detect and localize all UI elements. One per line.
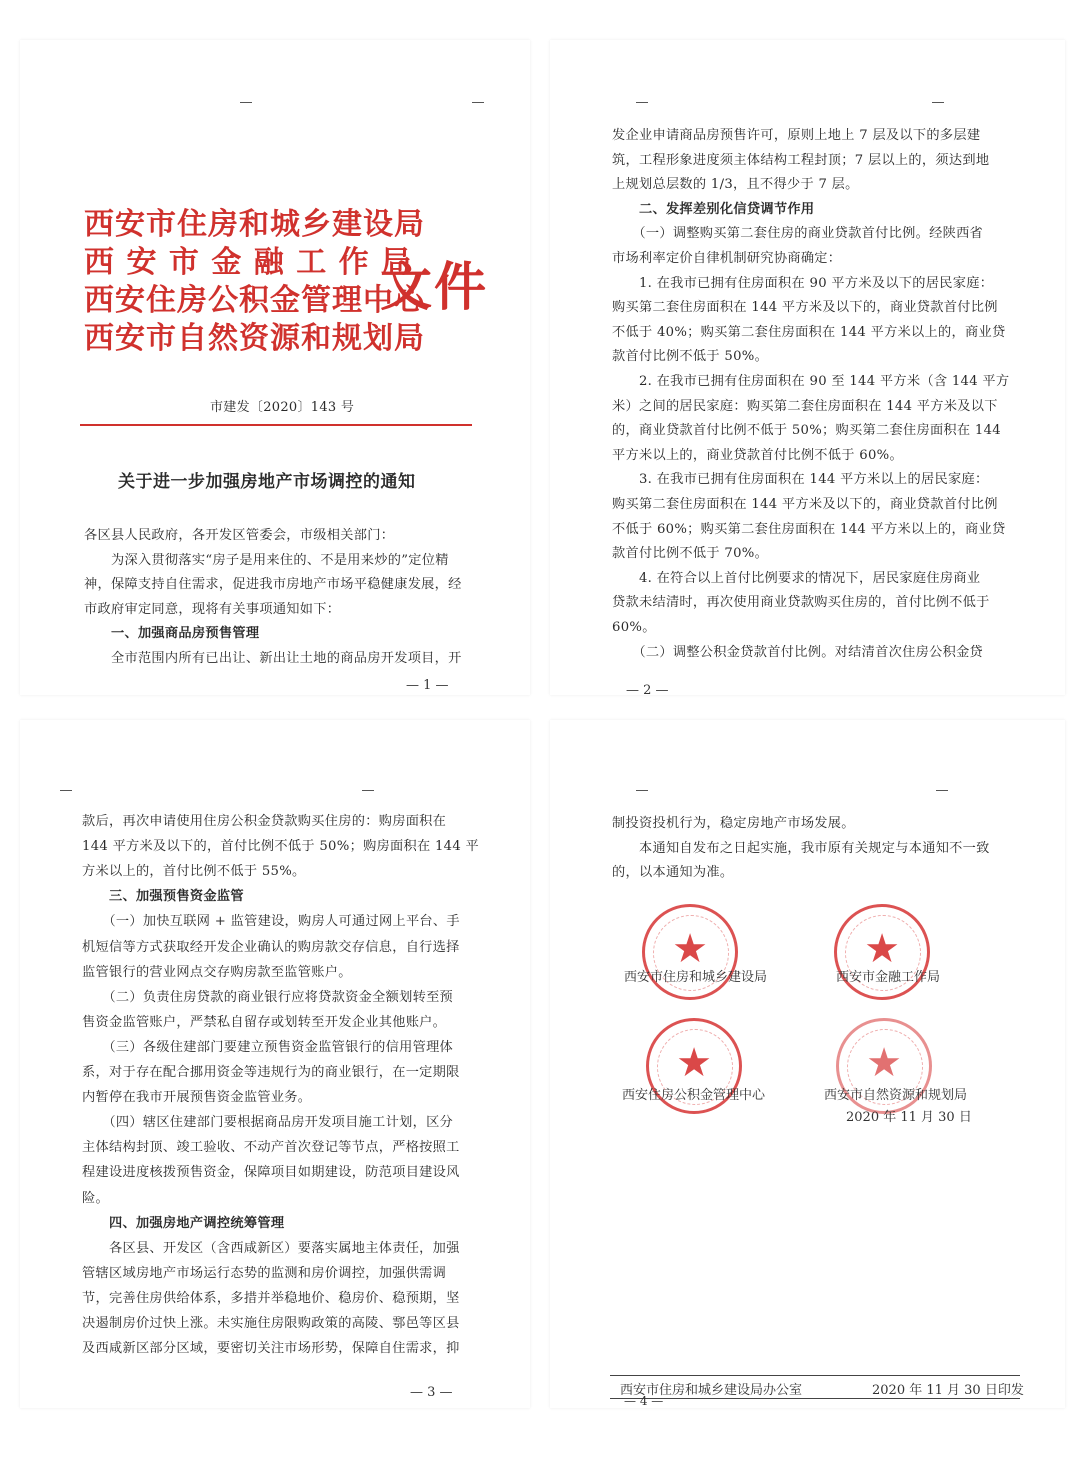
text-line: 一、加强商品房预售管理	[84, 626, 260, 642]
text-line: （一）调整购买第二套住房的商业贷款首付比例。经陕西省	[612, 226, 984, 242]
text-line: 机短信等方式获取经开发企业确认的购房款交存信息，自行选择	[82, 939, 460, 955]
text-line: （四）辖区住建部门要根据商品房开发项目施工计划，区分	[82, 1115, 454, 1131]
text-line: 全市范围内所有已出让、新出让土地的商品房开发项目，开	[84, 651, 462, 666]
page-4	[550, 720, 1065, 1408]
text-line: 方米以上的，首付比例不低于 55%。	[82, 864, 306, 880]
seal-label: 西安市金融工作局	[836, 970, 941, 985]
text-line: 程建设进度核拨预售资金，保障项目如期建设，防范项目建设风	[82, 1165, 460, 1181]
page-tick	[936, 790, 948, 791]
issue-date: 2020 年 11 月 30 日	[846, 1110, 972, 1125]
text-line: 上规划总层数的 1/3，且不得少于 7 层。	[612, 177, 859, 193]
text-line: 的，以本通知为准。	[612, 865, 734, 881]
text-line: 发企业申请商品房预售许可，原则上地上 7 层及以下的多层建	[612, 128, 981, 143]
text-line: 平方米以上的，商业贷款首付比例不低于 60%。	[612, 447, 903, 463]
seal-label: 西安市住房和城乡建设局	[624, 970, 768, 985]
text-line: 144 平方米及以下的，首付比例不低于 50%；购房面积在 144 平	[82, 839, 480, 855]
footer-rule	[610, 1375, 1020, 1376]
official-seal	[834, 904, 930, 1000]
text-line: 节，完善住房供给体系，多措并举稳地价、稳房价、稳预期，坚	[82, 1290, 460, 1306]
star-icon: ★	[864, 926, 900, 972]
text-line: 3. 在我市已拥有住房面积在 144 平方米以上的居民家庭：	[612, 472, 989, 488]
page-number: — 3 —	[410, 1385, 453, 1400]
official-seal	[642, 904, 738, 1000]
text-line: 4. 在符合以上首付比例要求的情况下，居民家庭住房商业	[612, 570, 981, 586]
text-line: （一）加快互联网 + 监管建设，购房人可通过网上平台、手	[82, 914, 460, 930]
text-line: 管辖区域房地产市场运行态势的监测和房价调控，加强供需调	[82, 1265, 447, 1281]
page-2	[550, 40, 1065, 698]
page-tick	[362, 790, 374, 791]
page-1	[20, 40, 530, 695]
page-number: — 2 —	[626, 683, 669, 698]
seal-label: 西安市自然资源和规划局	[824, 1088, 968, 1103]
star-icon: ★	[672, 926, 708, 972]
text-line: 决遏制房价过快上涨。未实施住房限购政策的高陵、鄠邑等区县	[82, 1316, 460, 1331]
issuer-name: 西安市住房和城乡建设局	[84, 207, 425, 242]
star-icon: ★	[866, 1040, 902, 1086]
document-number: 市建发〔2020〕143 号	[210, 400, 355, 415]
text-line: 款首付比例不低于 70%。	[612, 546, 769, 562]
text-line: 购买第二套住房面积在 144 平方米及以下的，商业贷款首付比例	[612, 300, 998, 316]
text-line: 市场利率定价自律机制研究协商确定：	[612, 251, 842, 266]
text-line: 售资金监管账户，严禁私自留存或划转至开发企业其他账户。	[82, 1014, 447, 1030]
text-line: 不低于 40%；购买第二套住房面积在 144 平方米以上的，商业贷	[612, 324, 1006, 340]
page-3	[20, 720, 530, 1408]
text-line: （三）各级住建部门要建立预售资金监管银行的信用管理体	[82, 1039, 454, 1055]
text-line: 险。	[82, 1190, 109, 1206]
red-divider	[80, 424, 472, 426]
text-line: 三、加强预售资金监管	[82, 889, 244, 905]
text-line: 为深入贯彻落实“房子是用来住的、不是用来炒的”定位精	[84, 552, 449, 568]
page-tick	[60, 790, 72, 791]
text-line: 四、加强房地产调控统筹管理	[82, 1215, 285, 1231]
text-line: 监管银行的营业网点交存购房款至监管账户。	[82, 964, 352, 980]
issuer-name: 西 安 市 金 融 工 作 局	[84, 245, 413, 280]
page-tick	[636, 790, 648, 791]
text-line: 米）之间的居民家庭：购买第二套住房面积在 144 平方米及以下	[612, 398, 998, 414]
star-icon: ★	[676, 1040, 712, 1086]
text-line: 款首付比例不低于 50%。	[612, 349, 769, 365]
text-line: 神，保障支持自住需求，促进我市房地产市场平稳健康发展，经	[84, 577, 462, 593]
text-line: 2. 在我市已拥有住房面积在 90 至 144 平方米（含 144 平方	[612, 374, 1010, 389]
text-line: 市政府审定同意，现将有关事项通知如下：	[84, 601, 341, 617]
text-line: 筑，工程形象进度须主体结构工程封顶；7 层以上的，须达到地	[612, 152, 990, 168]
text-line: 制投资投机行为，稳定房地产市场发展。	[612, 816, 855, 831]
text-line: （二）负责住房贷款的商业银行应将贷款资金全额划转至预	[82, 989, 454, 1005]
document-title: 关于进一步加强房地产市场调控的通知	[118, 472, 416, 492]
text-line: 各区县人民政府，各开发区管委会，市级相关部门：	[84, 528, 395, 543]
text-line: 款后，再次申请使用住房公积金贷款购买住房的：购房面积在	[82, 814, 447, 829]
text-line: 1. 在我市已拥有住房面积在 90 平方米及以下的居民家庭：	[612, 275, 994, 291]
text-line: 二、发挥差别化信贷调节作用	[612, 201, 815, 217]
text-line: 主体结构封顶、竣工验收、不动产首次登记等节点，严格按照工	[82, 1140, 460, 1156]
text-line: 不低于 60%；购买第二套住房面积在 144 平方米以上的，商业贷	[612, 521, 1006, 537]
seal-label: 西安住房公积金管理中心	[622, 1088, 766, 1103]
page-tick	[932, 102, 944, 103]
text-line: （二）调整公积金贷款首付比例。对结清首次住房公积金贷	[612, 644, 984, 660]
text-line: 的，商业贷款首付比例不低于 50%；购买第二套住房面积在 144	[612, 423, 1001, 439]
page-tick	[472, 102, 484, 103]
text-line: 及西咸新区部分区域，要密切关注市场形势，保障自住需求，抑	[82, 1341, 460, 1357]
footer-office: 西安市住房和城乡建设局办公室	[620, 1383, 803, 1398]
document-word: 文件	[380, 257, 489, 318]
page-tick	[636, 102, 648, 103]
page-tick	[240, 102, 252, 103]
footer-print-date: 2020 年 11 月 30 日印发	[872, 1383, 1024, 1398]
footer-rule	[610, 1398, 1020, 1399]
text-line: 购买第二套住房面积在 144 平方米及以下的，商业贷款首付比例	[612, 497, 998, 512]
issuer-name: 西安住房公积金管理中心	[84, 283, 425, 318]
text-line: 60%。	[612, 620, 656, 635]
text-line: 内暂停在我市开展预售资金监管业务。	[82, 1090, 312, 1106]
issuer-name: 西安市自然资源和规划局	[84, 321, 425, 356]
text-line: 系，对于存在配合挪用资金等违规行为的商业银行，在一定期限	[82, 1065, 460, 1080]
text-line: 贷款未结清时，再次使用商业贷款购买住房的，首付比例不低于	[612, 595, 990, 611]
page-number: — 4 —	[624, 1394, 664, 1408]
text-line: 各区县、开发区（含西咸新区）要落实属地主体责任，加强	[82, 1240, 460, 1256]
page-number: — 1 —	[406, 678, 449, 693]
text-line: 本通知自发布之日起实施，我市原有关规定与本通知不一致	[612, 840, 990, 856]
